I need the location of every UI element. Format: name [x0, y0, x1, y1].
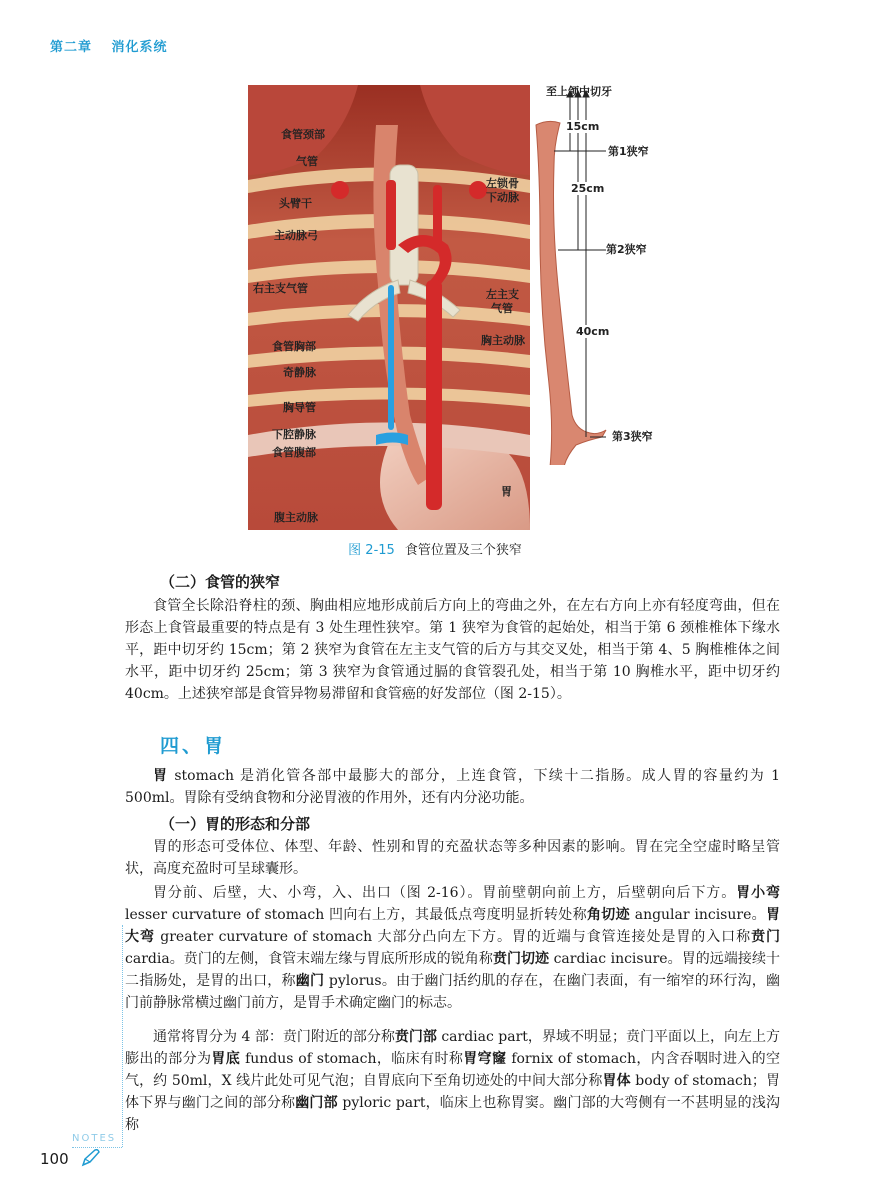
label-thoracic-esophagus: 食管胸部	[272, 340, 316, 353]
label-aortic-arch: 主动脉弓	[274, 229, 318, 242]
label-right-main-bronchus: 右主支气管	[253, 282, 308, 295]
paragraph-stomach-divisions	[125, 1026, 780, 1136]
page-number: 100	[40, 1150, 69, 1168]
divisions-term: 贲门部	[394, 1029, 437, 1045]
divisions-term: 胃体	[602, 1073, 631, 1089]
label-trachea: 气管	[296, 155, 318, 168]
parts-term: 幽门	[295, 973, 325, 989]
label-thoracic-duct: 胸导管	[283, 401, 316, 414]
esophagus-anatomy-illustration	[248, 85, 530, 530]
figure-caption	[0, 539, 870, 558]
label-stenosis-3: 第3狭窄	[612, 430, 653, 443]
paragraph-stomach-shape: 胃的形态可受体位、体型、年龄、性别和胃的充盈状态等多种因素的影响。胃在完全空虚时略呈管状，高度充盈时可呈球囊形。	[125, 839, 780, 877]
chapter-number: 第二章	[50, 40, 93, 55]
parts-text: cardiac incisure。胃的远端接续十二指肠处，是胃的出口，称	[125, 951, 780, 989]
label-stomach: 胃	[501, 485, 512, 498]
chapter-title: 消化系统	[111, 40, 168, 55]
label-thoracic-aorta: 胸主动脉	[481, 334, 525, 347]
divisions-text: pyloric part，临床上也称胃窦。幽门部的大弯侧有一不甚明显的浅沟称	[125, 1095, 781, 1133]
parts-text: pylorus。由于幽门括约肌的存在，在幽门表面，有一缩窄的环行沟，幽门前静脉常横过幽门前方，是胃手术确定幽门的标志。	[125, 973, 781, 1011]
label-40cm: 40cm	[576, 325, 610, 338]
running-head	[50, 36, 182, 55]
heading-stomach-shape: （一）胃的形态和分部	[160, 815, 311, 833]
term-stomach: 胃	[153, 768, 169, 784]
figure-number: 图 2-15	[348, 543, 395, 558]
label-ivc: 下腔静脉	[272, 428, 316, 441]
figure-title: 食管位置及三个狭窄	[404, 543, 522, 558]
notes-margin-rule	[122, 925, 123, 1147]
label-brachiocephalic: 头臂干	[279, 197, 312, 210]
parts-term: 胃大弯	[125, 907, 781, 945]
parts-text: angular incisure。	[629, 907, 767, 923]
label-abdominal-aorta: 腹主动脉	[274, 511, 318, 524]
label-to-incisors: 至上颌中切牙	[546, 85, 612, 98]
divisions-text: 通常将胃分为 4 部：贲门附近的部分称	[153, 1029, 395, 1045]
pencil-icon	[80, 1148, 102, 1168]
paragraph-stenosis: 食管全长除沿脊柱的颈、胸曲相应地形成前后方向上的弯曲之外，在左右方向上亦有轻度弯曲，但在形态上食管最重要的特点是有 3 处生理性狭窄。第 1 狭窄为食管的起始处，相当于第 6 颈椎椎体下缘水平，距中切牙约 15cm；第 2 狭窄为食管在左主支气管的后方与其交叉处，相当于第 4、5 胸椎椎体之间水平，距中切牙约 25cm；第 3 狭窄为食管通过膈的食管裂孔处，相当于第 10 胸椎水平，距中切牙约 40cm。上述狭窄部是食管异物易滞留和食管癌的好发部位（图 2-15）。	[125, 598, 780, 702]
label-left-subclavian-1: 左锁骨	[486, 177, 519, 190]
divisions-term: 胃底	[211, 1051, 241, 1067]
divisions-term: 胃穹窿	[463, 1051, 507, 1067]
paragraph-stomach-parts	[125, 882, 780, 1014]
label-15cm: 15cm	[566, 120, 600, 133]
stenosis-diagram	[518, 85, 648, 465]
parts-text: 胃分前、后壁，大、小弯，入、出口（图 2-16）。胃前壁朝向前上方，后壁朝向后下方。	[153, 885, 737, 901]
divisions-text: fornix of stomach，内含吞咽时进入的空气，约 50ml，X 线片此处可见气泡；自胃底向下至角切迹处的中间大部分称	[125, 1051, 781, 1089]
label-stenosis-1: 第1狭窄	[608, 145, 649, 158]
label-left-subclavian-2: 下动脉	[486, 191, 519, 204]
parts-term: 胃小弯	[736, 885, 780, 901]
notes-label: NOTES	[72, 1133, 117, 1144]
divisions-text: cardiac part，界域不明显；贲门平面以上，向左上方膨出的部分为	[125, 1029, 780, 1067]
label-abdominal-esophagus: 食管腹部	[272, 446, 316, 459]
parts-term: 贲门切迹	[492, 951, 550, 967]
label-25cm: 25cm	[571, 182, 605, 195]
parts-text: cardia。贲门的左侧，食管末端左缘与胃底所形成的锐角称	[125, 951, 493, 967]
esophagus-figure	[248, 85, 653, 530]
paragraph-stomach-intro	[125, 765, 780, 809]
label-cervical-esophagus: 食管颈部	[281, 128, 325, 141]
label-left-main-bronchus-2: 气管	[491, 302, 513, 315]
parts-text: greater curvature of stomach 大部分凸向左下方。胃的近端与食管连接处是胃的入口称	[154, 929, 752, 945]
parts-text: lesser curvature of stomach 凹向右上方，其最低点弯度明显折转处称	[125, 907, 587, 923]
divisions-term: 幽门部	[295, 1095, 338, 1111]
divisions-text: body of stomach；胃体下界与幽门之间的部分称	[125, 1073, 780, 1111]
intro-text: stomach 是消化管各部中最膨大的部分，上连食管，下续十二指肠。成人胃的容量约为 1 500ml。胃除有受纳食物和分泌胃液的作用外，还有内分泌功能。	[125, 768, 780, 806]
heading-stenosis: （二）食管的狭窄	[160, 573, 281, 591]
parts-term: 贲门	[751, 929, 781, 945]
heading-stomach: 四、胃	[160, 735, 227, 757]
divisions-text: fundus of stomach，临床有时称	[240, 1051, 464, 1067]
label-left-main-bronchus-1: 左主支	[486, 288, 519, 301]
label-azygos: 奇静脉	[283, 366, 316, 379]
parts-term: 角切迹	[586, 907, 630, 923]
label-stenosis-2: 第2狭窄	[606, 243, 647, 256]
